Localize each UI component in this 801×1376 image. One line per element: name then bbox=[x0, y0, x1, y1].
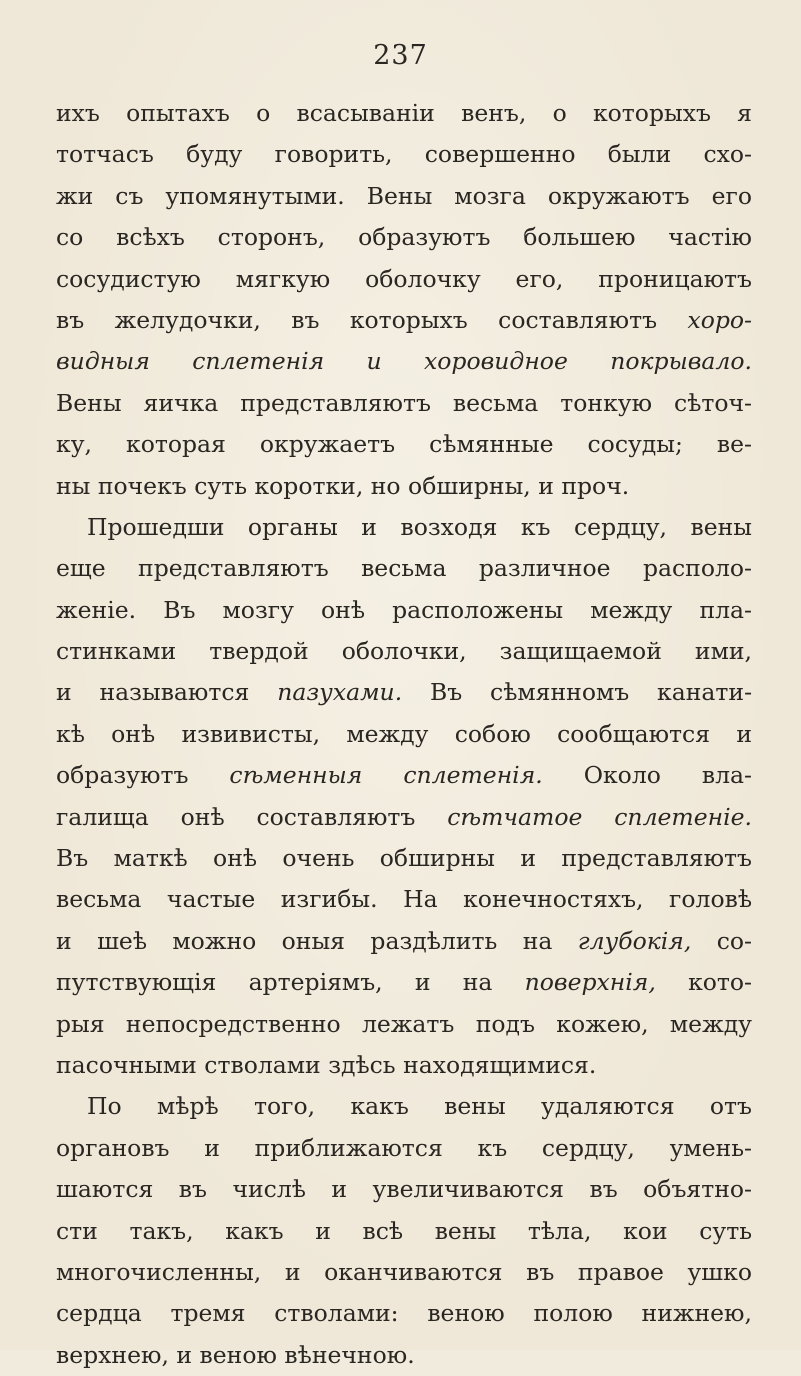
text-run: По мѣрѣ того, какъ вены удаляются отъ bbox=[87, 1092, 752, 1121]
text-line bbox=[56, 797, 752, 838]
italic-term: хоро- bbox=[687, 305, 752, 334]
text-run: пасочными стволами здѣсь находящимися. bbox=[56, 1050, 597, 1079]
text-run: образуютъ bbox=[56, 761, 230, 790]
italic-term: пазухами. bbox=[277, 678, 403, 707]
text-run: Въ сѣмянномъ канати- bbox=[402, 678, 752, 707]
text-line bbox=[56, 672, 752, 713]
text-run: Вены яичка представляютъ весьма тонкую сѣточ- bbox=[56, 388, 752, 417]
italic-term: глубокія, bbox=[577, 926, 692, 955]
text-run: рыя непосредственно лежатъ подъ кожею, между bbox=[56, 1009, 752, 1038]
text-line bbox=[56, 755, 752, 796]
text-run: и называются bbox=[56, 678, 278, 707]
text-line bbox=[56, 217, 752, 258]
text-line bbox=[56, 93, 752, 134]
text-run: многочисленны, и оканчиваются въ правое ушко bbox=[56, 1257, 752, 1286]
text-line bbox=[56, 1169, 752, 1210]
italic-term: сѣменныя сплетенія. bbox=[229, 761, 543, 790]
text-run: галища онѣ составляютъ bbox=[56, 802, 448, 831]
text-line bbox=[56, 590, 752, 631]
text-line bbox=[56, 134, 752, 175]
text-run: ку, которая окружаетъ сѣмянные сосуды; ве- bbox=[56, 430, 752, 459]
text-line bbox=[56, 1211, 752, 1252]
text-run: весьма частые изгибы. На конечностяхъ, головѣ bbox=[56, 885, 752, 914]
text-line bbox=[56, 1004, 752, 1045]
text-run: со- bbox=[691, 926, 752, 955]
text-line bbox=[56, 1128, 752, 1169]
italic-term: видныя сплетенія и хоровидное покрывало. bbox=[56, 347, 752, 376]
text-line bbox=[56, 962, 752, 1003]
text-line bbox=[56, 341, 752, 382]
text-run: шаются въ числѣ и увеличиваются въ объятно- bbox=[56, 1175, 752, 1204]
italic-term: поверхнія, bbox=[524, 968, 656, 997]
text-run: кѣ онѣ извивисты, между собою сообщаются и bbox=[56, 719, 752, 748]
body-text bbox=[56, 93, 752, 1376]
text-line bbox=[56, 466, 752, 507]
text-line bbox=[56, 1252, 752, 1293]
text-line bbox=[56, 176, 752, 217]
text-line bbox=[56, 507, 752, 548]
text-line bbox=[56, 631, 752, 672]
text-run: ихъ опытахъ о всасываніи венъ, о которыхъ я bbox=[56, 99, 752, 127]
text-run: кото- bbox=[655, 968, 752, 997]
text-run: тотчасъ буду говорить, совершенно были схо- bbox=[56, 140, 752, 169]
text-run: Около вла- bbox=[542, 761, 752, 790]
text-run: Прошедши органы и возходя къ сердцу, вены bbox=[87, 512, 752, 541]
text-run: сердца тремя стволами: веною полою нижнею, bbox=[56, 1299, 752, 1328]
text-line bbox=[56, 300, 752, 341]
text-run: еще представляютъ весьма различное располо- bbox=[56, 554, 752, 583]
text-line bbox=[56, 714, 752, 755]
text-run: со всѣхъ сторонъ, образуютъ большею частію bbox=[56, 223, 752, 252]
text-line bbox=[56, 921, 752, 962]
text-run: въ желудочки, въ которыхъ составляютъ bbox=[56, 305, 688, 334]
text-line bbox=[56, 259, 752, 300]
text-line bbox=[56, 879, 752, 920]
text-run: Въ маткѣ онѣ очень обширны и представляютъ bbox=[56, 844, 752, 873]
text-line bbox=[56, 548, 752, 589]
italic-term: сѣтчатое сплетеніе. bbox=[447, 802, 752, 831]
text-run: стинками твердой оболочки, защищаемой ими, bbox=[56, 637, 752, 666]
text-line bbox=[56, 1086, 752, 1127]
text-run: сти такъ, какъ и всѣ вены тѣла, кои суть bbox=[56, 1216, 752, 1245]
text-line bbox=[56, 424, 752, 465]
text-line bbox=[56, 383, 752, 424]
text-run: ны почекъ суть коротки, но обширны, и проч. bbox=[56, 471, 630, 500]
text-run: и шеѣ можно оныя раздѣлить на bbox=[56, 926, 578, 955]
text-run: сосудистую мягкую оболочку его, проницаютъ bbox=[56, 264, 752, 293]
text-run: жи съ упомянутыми. Вены мозга окружаютъ его bbox=[56, 181, 752, 210]
text-run: верхнею, и веною вѣнечною. bbox=[56, 1340, 415, 1369]
text-line bbox=[56, 838, 752, 879]
page-number: 237 bbox=[373, 40, 428, 71]
text-run: путствующія артеріямъ, и на bbox=[56, 968, 525, 997]
text-run: женіе. Въ мозгу онѣ расположены между пла- bbox=[56, 595, 752, 624]
text-line bbox=[56, 1045, 752, 1086]
text-run: органовъ и приближаются къ сердцу, умень- bbox=[56, 1133, 752, 1162]
text-line bbox=[56, 1293, 752, 1334]
text-line bbox=[56, 1335, 752, 1376]
